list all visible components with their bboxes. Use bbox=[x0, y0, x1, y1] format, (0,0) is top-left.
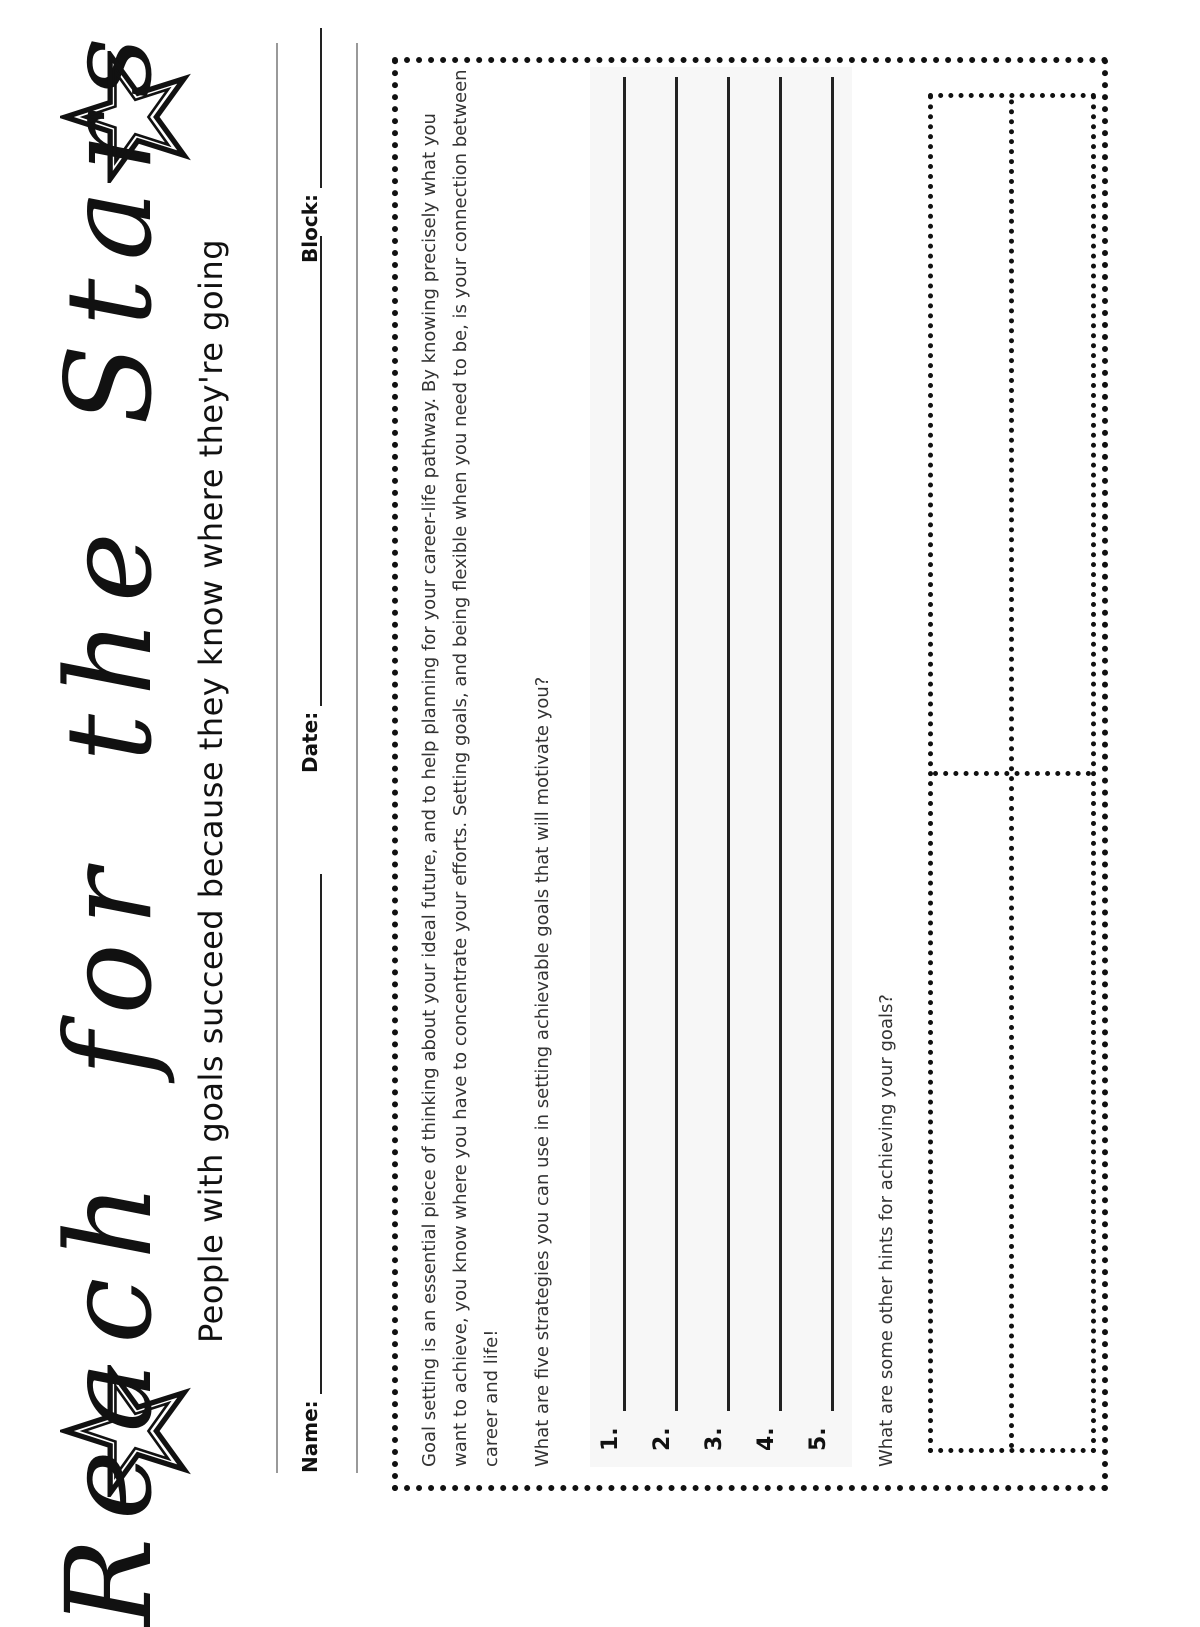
divider bbox=[276, 43, 278, 1473]
strategy-number: 2. bbox=[650, 1427, 675, 1451]
answer-line[interactable] bbox=[727, 77, 730, 1411]
name-label: Name: bbox=[298, 1400, 322, 1473]
name-line[interactable] bbox=[300, 874, 322, 1394]
block-line[interactable] bbox=[300, 28, 322, 188]
answer-line[interactable] bbox=[675, 77, 678, 1411]
strategy-line-5[interactable] bbox=[796, 77, 842, 1457]
page-title: Reach for the Stars bbox=[40, 19, 178, 1627]
date-label: Date: bbox=[298, 711, 322, 773]
strategy-number: 1. bbox=[598, 1427, 623, 1451]
answer-line[interactable] bbox=[831, 77, 834, 1411]
intro-paragraph: Goal setting is an essential piece of thinking about your ideal future, and to help planning for your career-life pathway. By knowing precisely what you want to achieve, you know where you have to concentrate your efforts. Setting goals, and being flexible when you need to be, is your connection between career and life! bbox=[419, 69, 502, 1467]
date-line[interactable] bbox=[300, 236, 322, 706]
answer-line[interactable] bbox=[623, 77, 626, 1411]
block-field[interactable] bbox=[298, 28, 322, 263]
strategies-question: What are five strategies you can use in setting achievable goals that will motivate you? bbox=[532, 676, 553, 1467]
hints-box-column-divider bbox=[933, 771, 1091, 776]
strategy-line-3[interactable] bbox=[692, 77, 738, 1457]
strategy-line-4[interactable] bbox=[744, 77, 790, 1457]
strategy-line-2[interactable] bbox=[640, 77, 686, 1457]
name-field[interactable] bbox=[298, 874, 322, 1473]
strategy-line-1[interactable] bbox=[588, 77, 634, 1457]
hints-question: What are some other hints for achieving your goals? bbox=[876, 994, 897, 1467]
student-info-row bbox=[294, 53, 334, 1473]
hints-answer-box[interactable] bbox=[928, 93, 1096, 1453]
date-field[interactable] bbox=[298, 236, 322, 773]
strategy-number: 4. bbox=[754, 1427, 779, 1451]
divider bbox=[356, 43, 358, 1473]
page-subtitle: People with goals succeed because they know where they're going bbox=[192, 238, 230, 1343]
answer-line[interactable] bbox=[779, 77, 782, 1411]
strategy-number: 5. bbox=[806, 1427, 831, 1451]
star-icon bbox=[60, 51, 192, 183]
block-label: Block: bbox=[298, 194, 322, 263]
strategy-number: 3. bbox=[702, 1427, 727, 1451]
